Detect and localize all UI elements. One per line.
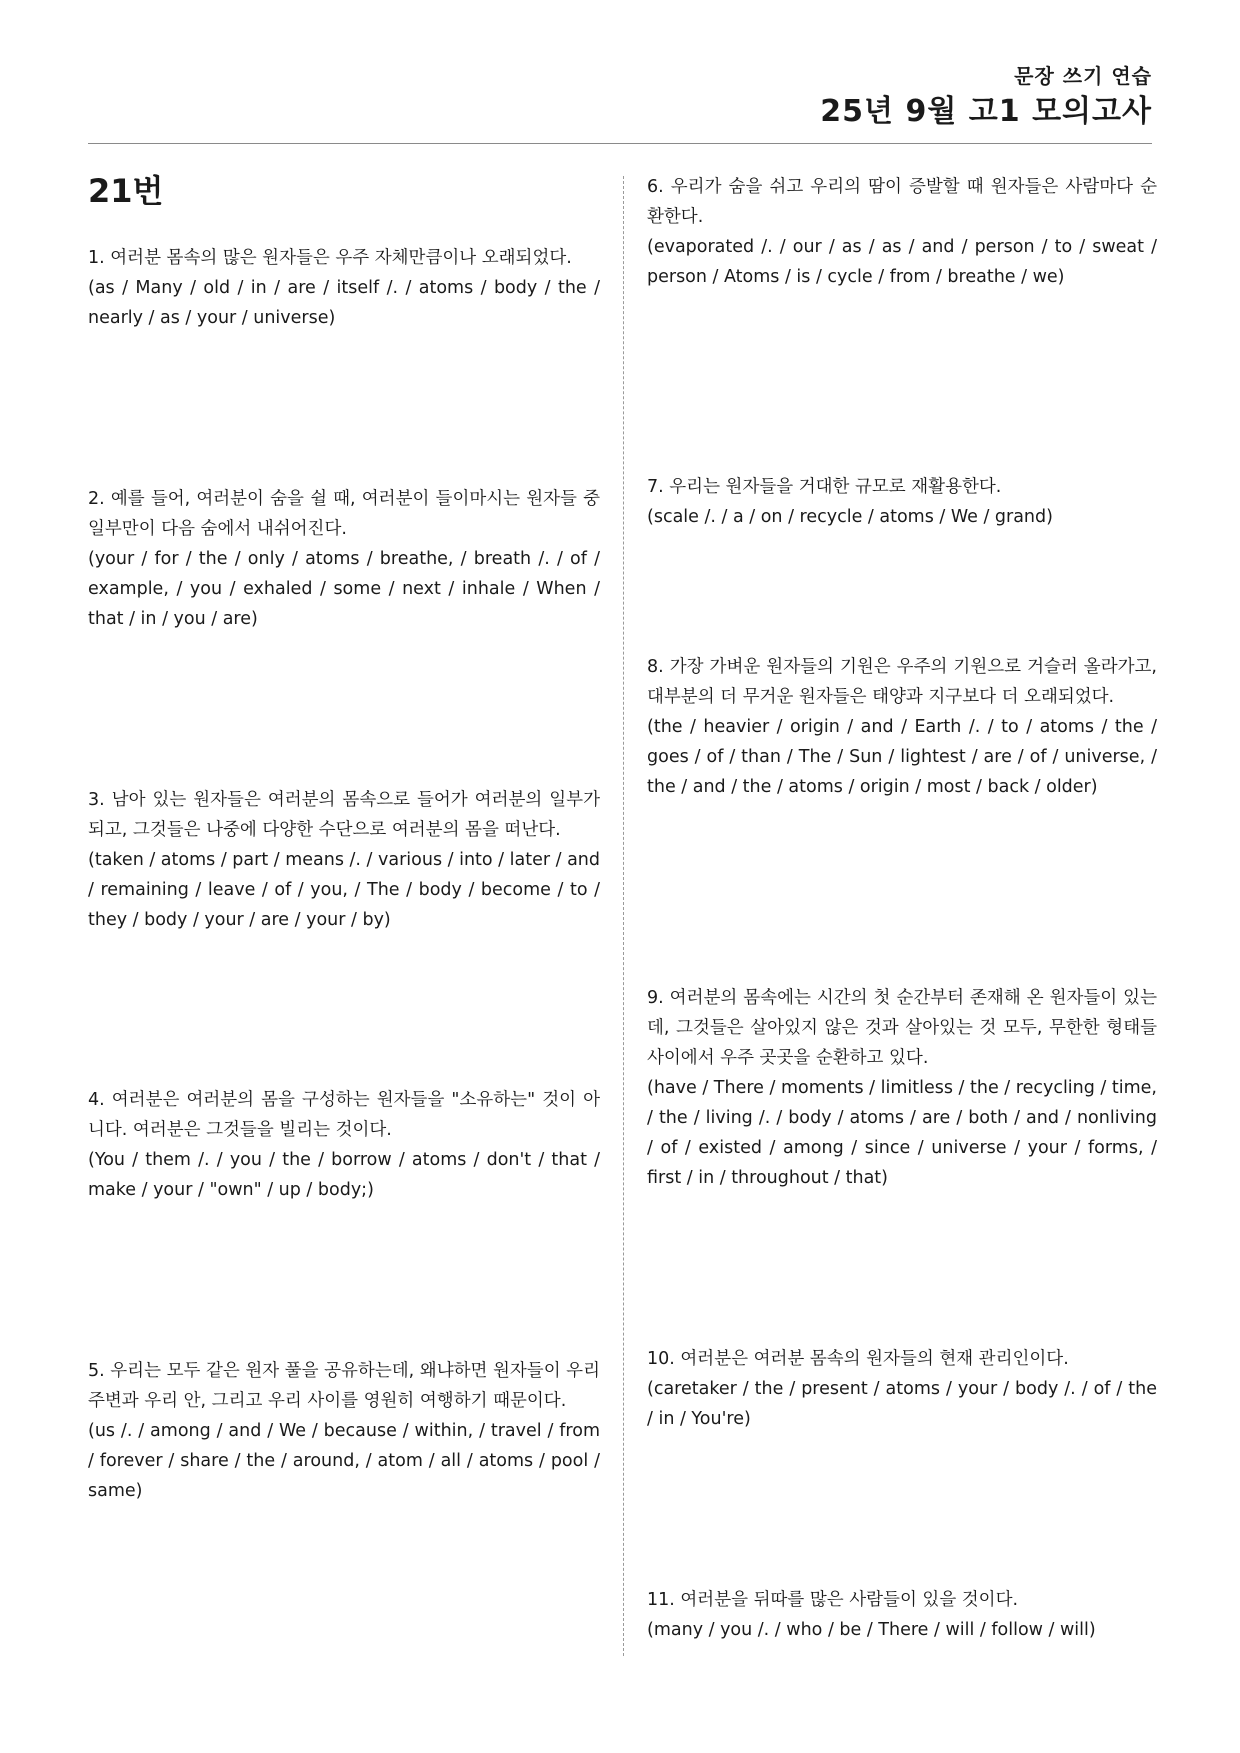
header-divider <box>88 143 1152 144</box>
question-words: (as / Many / old / in / are / itself /. / atoms / body / the / nearly / as / your / universe) <box>88 278 600 328</box>
question-item-9 <box>647 983 1157 1193</box>
column-divider <box>623 176 624 1656</box>
question-korean: 9. 여러분의 몸속에는 시간의 첫 순간부터 존재해 온 원자들이 있는데, 그것들은 살아있지 않은 것과 살아있는 것 모두, 무한한 형태들 사이에서 우주 곳곳을 순환하고 있다. <box>647 988 1157 1068</box>
question-item-10 <box>647 1344 1157 1434</box>
question-words: (many / you /. / who / be / There / will / follow / will) <box>647 1620 1096 1640</box>
question-item-3 <box>88 785 600 935</box>
question-korean: 3. 남아 있는 원자들은 여러분의 몸속으로 들어가 여러분의 일부가 되고, 그것들은 나중에 다양한 수단으로 여러분의 몸을 떠난다. <box>88 790 600 840</box>
question-korean: 6. 우리가 숨을 쉬고 우리의 땀이 증발할 때 원자들은 사람마다 순환한다. <box>647 177 1157 227</box>
question-item-8 <box>647 652 1157 802</box>
question-korean: 5. 우리는 모두 같은 원자 풀을 공유하는데, 왜냐하면 원자들이 우리 주변과 우리 안, 그리고 우리 사이를 영원히 여행하기 때문이다. <box>88 1361 600 1411</box>
question-words: (have / There / moments / limitless / the / recycling / time, / the / living /. / body / atoms / are / both / and / nonliving / of / existed / among / since / universe / your / forms, / first / in / throughout / that) <box>647 1078 1157 1188</box>
question-words: (the / heavier / origin / and / Earth /. / to / atoms / the / goes / of / than / The / Sun / lightest / are / of / universe, / the / and / the / atoms / origin / most / back / older) <box>647 717 1157 797</box>
question-words: (your / for / the / only / atoms / breathe, / breath /. / of / example, / you / exhaled / some / next / inhale / When / that / in / you / are) <box>88 549 600 629</box>
page-header <box>820 62 1152 132</box>
question-korean: 7. 우리는 원자들을 거대한 규모로 재활용한다. <box>647 477 1002 497</box>
question-item-7 <box>647 472 1157 532</box>
question-item-6 <box>647 172 1157 292</box>
question-item-1 <box>88 243 600 333</box>
question-korean: 8. 가장 가벼운 원자들의 기원은 우주의 기원으로 거슬러 올라가고, 대부분의 더 무거운 원자들은 태양과 지구보다 더 오래되었다. <box>647 657 1157 707</box>
question-korean: 10. 여러분은 여러분 몸속의 원자들의 현재 관리인이다. <box>647 1349 1069 1369</box>
section-title: 21번 <box>88 172 164 210</box>
question-item-4 <box>88 1085 600 1205</box>
question-words: (You / them /. / you / the / borrow / atoms / don't / that / make / your / "own" / up / body;) <box>88 1150 600 1200</box>
page-subtitle: 문장 쓰기 연습 <box>1014 64 1152 88</box>
question-korean: 4. 여러분은 여러분의 몸을 구성하는 원자들을 "소유하는" 것이 아니다. 여러분은 그것들을 빌리는 것이다. <box>88 1090 600 1140</box>
question-korean: 1. 여러분 몸속의 많은 원자들은 우주 자체만큼이나 오래되었다. <box>88 248 572 268</box>
question-item-5 <box>88 1356 600 1506</box>
page-title: 25년 9월 고1 모의고사 <box>820 94 1152 129</box>
question-words: (us /. / among / and / We / because / within, / travel / from / forever / share / the / around, / atom / all / atoms / pool / same) <box>88 1421 600 1501</box>
question-words: (taken / atoms / part / means /. / various / into / later / and / remaining / leave / of / you, / The / body / become / to / they / body / your / are / your / by) <box>88 850 600 930</box>
question-korean: 2. 예를 들어, 여러분이 숨을 쉴 때, 여러분이 들이마시는 원자들 중 일부만이 다음 숨에서 내쉬어진다. <box>88 489 600 539</box>
question-words: (caretaker / the / present / atoms / your / body /. / of / the / in / You're) <box>647 1379 1157 1429</box>
question-item-11 <box>647 1585 1157 1645</box>
question-korean: 11. 여러분을 뒤따를 많은 사람들이 있을 것이다. <box>647 1590 1019 1610</box>
question-words: (evaporated /. / our / as / as / and / person / to / sweat / person / Atoms / is / cycle / from / breathe / we) <box>647 237 1157 287</box>
question-words: (scale /. / a / on / recycle / atoms / We / grand) <box>647 507 1053 527</box>
question-item-2 <box>88 484 600 634</box>
